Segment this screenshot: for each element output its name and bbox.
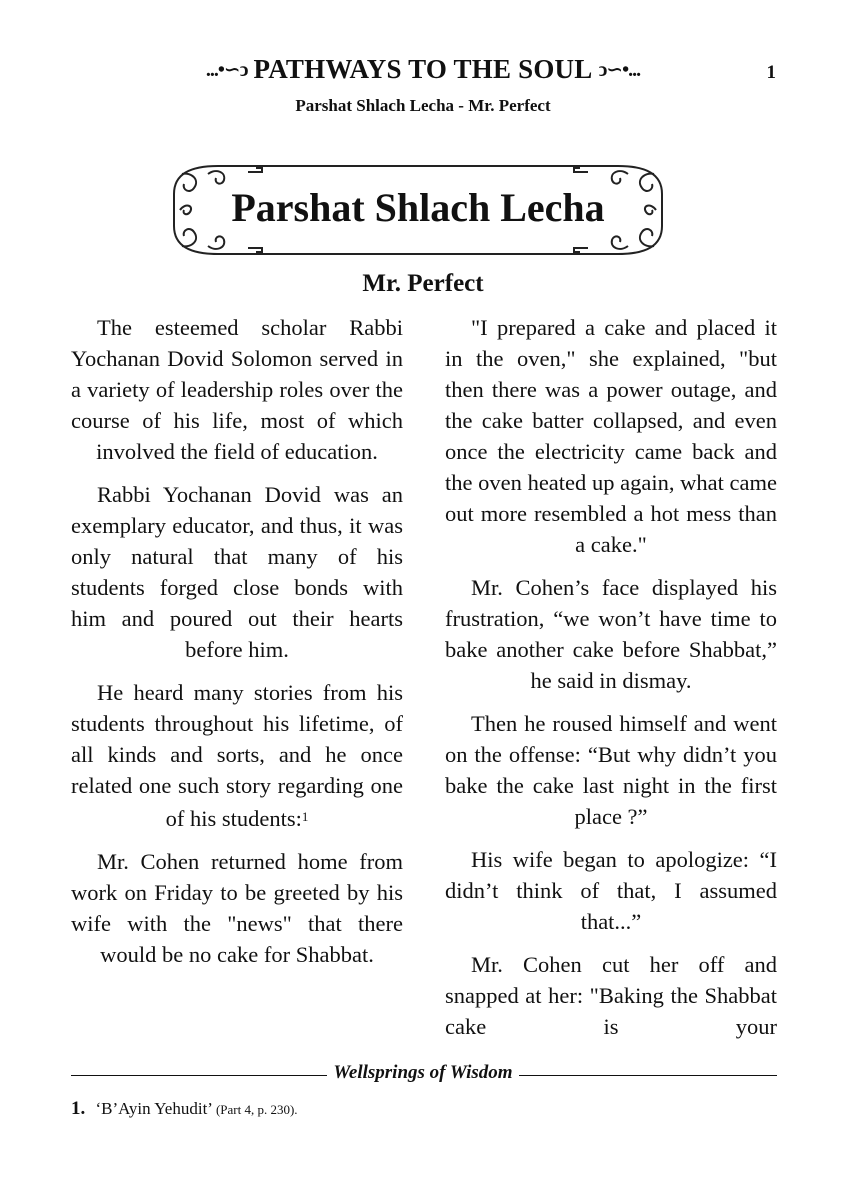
page-number: 1: [766, 62, 776, 83]
footnote-source: ‘B’Ayin Yehudit’: [95, 1099, 212, 1118]
footer-brand: [0, 1062, 846, 1084]
paragraph-text: He heard many stories from his students throughout his lifetime, of all kinds and sorts, and he once related one such story regarding one of his students:: [71, 680, 403, 831]
left-column: [71, 312, 403, 982]
paragraph: The esteemed scholar Rabbi Yochanan Dovid Solomon served in a variety of leadership roles over the course of his life, most of which involved the field of education.: [71, 315, 403, 464]
paragraph: His wife began to apologize: “I didn’t think of that, I assumed that...”: [445, 847, 777, 934]
publication-title: PATHWAYS TO THE SOUL: [253, 54, 593, 84]
article-title: Mr. Perfect: [362, 270, 484, 297]
right-column: [445, 312, 777, 1054]
footnote-reference: (Part 4, p. 230).: [215, 1102, 298, 1117]
footnote-number: 1.: [71, 1098, 86, 1119]
paragraph: Then he roused himself and went on the offense: “But why didn’t you bake the cake last night in the first place ?”: [445, 711, 777, 829]
footnote: [71, 1098, 298, 1120]
flourish-right-icon: ↄ∽•...: [598, 59, 641, 81]
parsha-title: Parshat Shlach Lecha: [231, 185, 605, 230]
page-subtitle: Parshat Shlach Lecha - Mr. Perfect: [295, 96, 551, 115]
flourish-left-icon: ...•∽ↄ: [205, 59, 248, 81]
title-banner: [168, 160, 668, 260]
running-header: [0, 54, 846, 85]
footer-brand-text: Wellsprings of Wisdom: [327, 1062, 518, 1083]
paragraph: Mr. Cohen cut her off and snapped at her: "Baking the Shabbat cake is your: [445, 952, 777, 1039]
paragraph: "I prepared a cake and placed it in the oven," she explained, "but then there was a power outage, and the cake batter collapsed, and even once the electricity came back and the oven heated up again, what came out more resembled a hot mess than a cake.": [445, 315, 777, 557]
paragraph: [71, 677, 403, 834]
paragraph: Rabbi Yochanan Dovid was an exemplary educator, and thus, it was only natural that many of his students forged close bonds with him and poured out their hearts before him.: [71, 482, 403, 662]
paragraph: Mr. Cohen returned home from work on Friday to be greeted by his wife with the "news" that there would be no cake for Shabbat.: [71, 849, 403, 967]
paragraph: Mr. Cohen’s face displayed his frustration, “we won’t have time to bake another cake before Shabbat,” he said in dismay.: [445, 575, 777, 693]
footnote-marker[interactable]: 1: [301, 809, 309, 824]
